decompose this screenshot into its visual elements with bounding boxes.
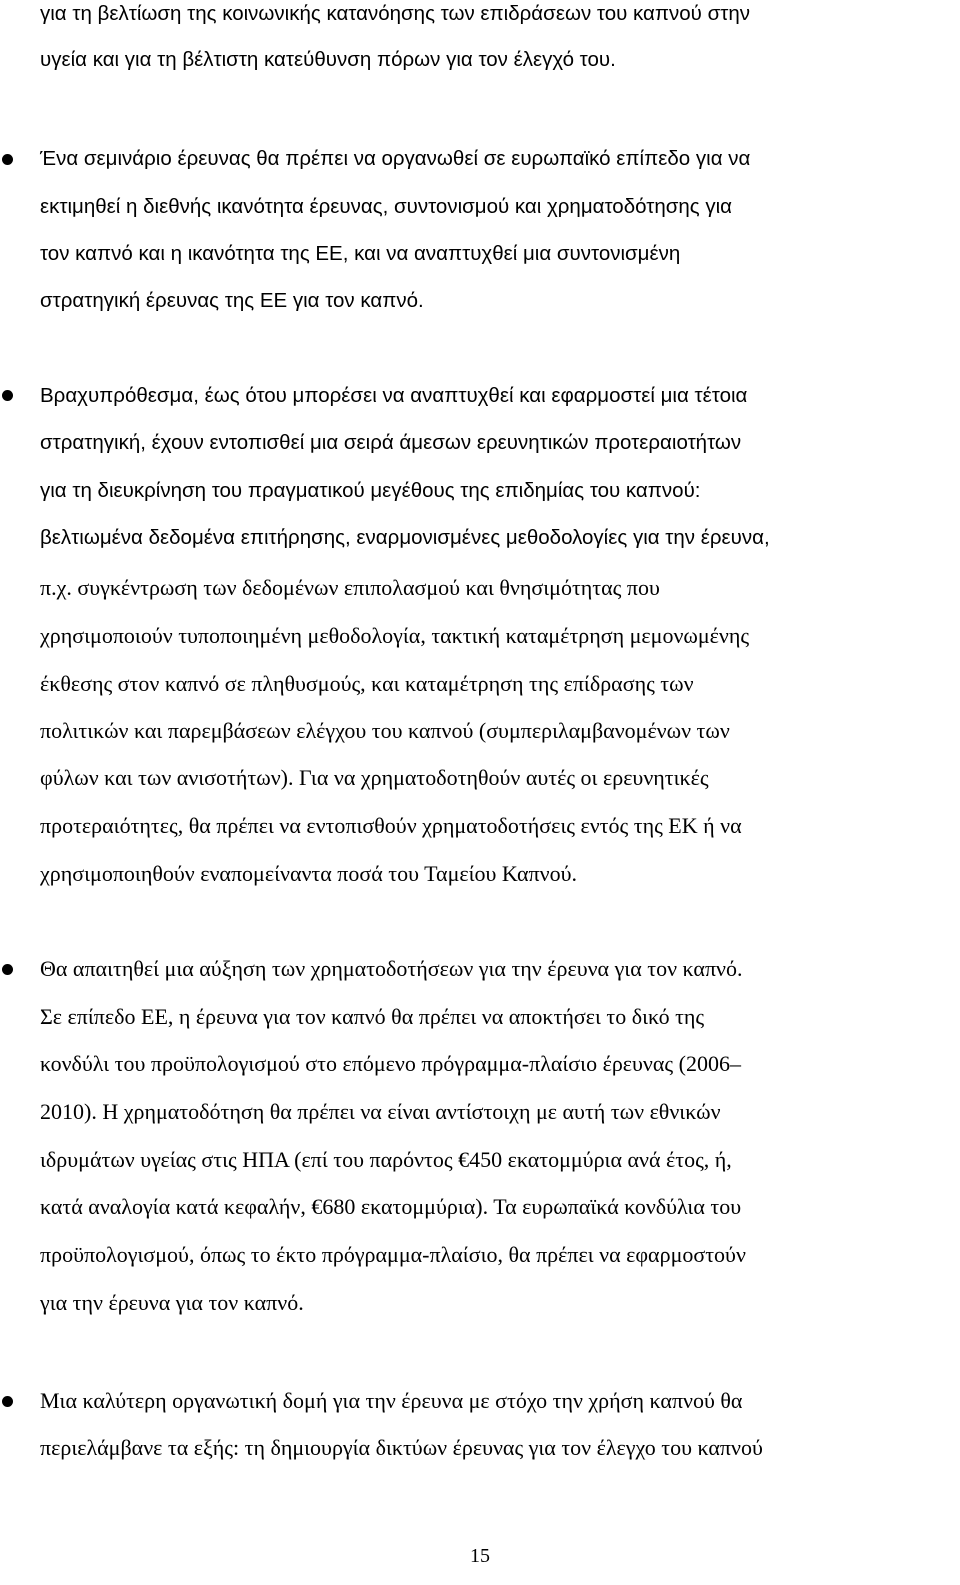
bullet-icon (2, 1396, 13, 1407)
bullet-icon (2, 390, 13, 401)
bullet-icon (2, 154, 13, 165)
text-line: χρησιμοποιούν τυποποιημένη μεθοδολογία, τακτική καταμέτρηση μεμονωμένης (40, 623, 750, 648)
bullet-icon (2, 964, 13, 975)
text-line: Θα απαιτηθεί μια αύξηση των χρηματοδοτήσεων για την έρευνα για τον καπνό. (40, 956, 743, 981)
text-line: Σε επίπεδο ΕΕ, η έρευνα για τον καπνό θα πρέπει να αποκτήσει το δικό της (40, 1004, 705, 1029)
text-line: έκθεσης στον καπνό σε πληθυσμούς, και καταμέτρηση της επίδρασης των (40, 671, 694, 696)
text-line: για τη διευκρίνηση του πραγματικού μεγέθους της επιδημίας του καπνού: (40, 479, 701, 502)
text-line: τον καπνό και η ικανότητα της ΕΕ, και να αναπτυχθεί μια συντονισμένη (40, 242, 681, 265)
text-line: για την έρευνα για τον καπνό. (40, 1290, 304, 1315)
text-line: Βραχυπρόθεσμα, έως ότου μπορέσει να αναπτυχθεί και εφαρμοστεί μια τέτοια (40, 384, 748, 407)
text-line: στρατηγική έρευνας της ΕΕ για τον καπνό. (40, 289, 424, 312)
text-line: στρατηγική, έχουν εντοπισθεί μια σειρά άμεσων ερευνητικών προτεραιοτήτων (40, 431, 742, 454)
text-line: Μια καλύτερη οργανωτική δομή για την έρευνα με στόχο την χρήση καπνού θα (40, 1388, 743, 1413)
text-line: προτεραιότητες, θα πρέπει να εντοπισθούν χρηματοδοτήσεις εντός της ΕΚ ή να (40, 813, 742, 838)
text-line: ιδρυμάτων υγείας στις ΗΠΑ (επί του παρόντος €450 εκατομμύρια ανά έτος, ή, (40, 1147, 732, 1172)
text-line: φύλων και των ανισοτήτων). Για να χρηματοδοτηθούν αυτές οι ερευνητικές (40, 765, 709, 790)
text-line: κονδύλι του προϋπολογισμού στο επόμενο πρόγραμμα-πλαίσιο έρευνας (2006– (40, 1051, 741, 1076)
text-line: περιελάμβανε τα εξής: τη δημιουργία δικτύων έρευνας για τον έλεγχο του καπνού (40, 1435, 763, 1460)
text-line: υγεία και για τη βέλτιστη κατεύθυνση πόρων για τον έλεγχό του. (40, 48, 616, 71)
text-line: για τη βελτίωση της κοινωνικής κατανόησης των επιδράσεων του καπνού στην (40, 2, 750, 25)
text-line: πολιτικών και παρεμβάσεων ελέγχου του καπνού (συμπεριλαμβανομένων των (40, 718, 730, 743)
text-line: κατά αναλογία κατά κεφαλήν, €680 εκατομμύρια). Τα ευρωπαϊκά κονδύλια του (40, 1194, 742, 1219)
text-line: εκτιμηθεί η διεθνής ικανότητα έρευνας, συντονισμού και χρηματοδότησης για (40, 195, 733, 218)
text-line: 2010). Η χρηματοδότηση θα πρέπει να είναι αντίστοιχη με αυτή των εθνικών (40, 1099, 721, 1124)
text-line: π.χ. συγκέντρωση των δεδομένων επιπολασμού και θνησιμότητας που (40, 575, 660, 600)
text-line: Ένα σεμινάριο έρευνας θα πρέπει να οργανωθεί σε ευρωπαϊκό επίπεδο για να (40, 147, 751, 170)
text-line: προϋπολογισμού, όπως το έκτο πρόγραμμα-πλαίσιο, θα πρέπει να εφαρμοστούν (40, 1242, 746, 1267)
text-line: βελτιωμένα δεδομένα επιτήρησης, εναρμονισμένες μεθοδολογίες για την έρευνα, (40, 526, 770, 549)
page-number: 15 (470, 1545, 490, 1567)
text-line: χρησιμοποιηθούν εναπομείναντα ποσά του Ταμείου Καπνού. (40, 861, 577, 886)
